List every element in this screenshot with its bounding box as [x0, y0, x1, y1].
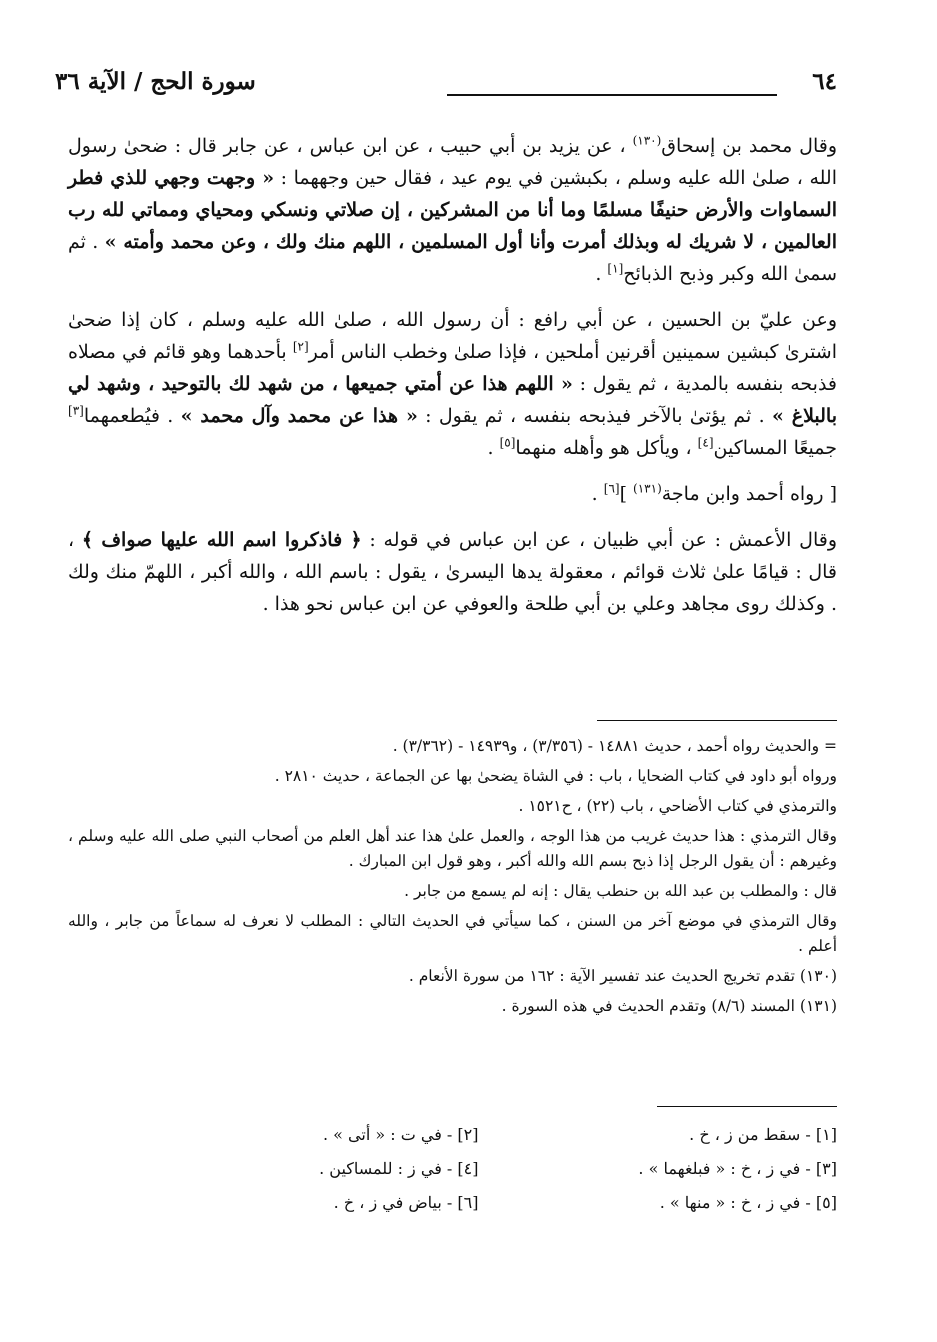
variant-note: [٦] - بياض في ز ، خ .	[333, 1193, 479, 1212]
text-run: .	[487, 437, 500, 459]
text-run: ، ويأكل هو وأهله منهما	[515, 437, 698, 459]
footnote-ref: (١٣٠)	[632, 133, 662, 148]
variant-note: [٥] - في ز ، خ : « منها » .	[659, 1193, 837, 1212]
paragraph-citation	[68, 478, 837, 510]
footnote-130: (١٣٠) تقدم تخريج الحديث عند تفسير الآية : ١٦٢ من سورة الأنعام .	[408, 967, 837, 985]
variant-ref: [٥]	[499, 435, 516, 450]
variant-ref: [١]	[607, 261, 624, 276]
footnote-line: وقال الترمذي في موضع آخر من السنن ، كما سيأتي في الحديث التالي : المطلب لا نعرف له سماعاً من جابر ، والله أعلم .	[68, 912, 838, 955]
footnote-separator	[597, 720, 837, 721]
paragraph-al-amash	[68, 524, 837, 620]
footnote-131: (١٣١) المسند (٨/٦) وتقدم الحديث في هذه السورة .	[501, 997, 837, 1015]
text-run: وقال محمد بن إسحاق	[661, 135, 837, 157]
text-run: . ثم يؤتىٰ بالآخر فيذبحه بنفسه ، ثم يقول :	[417, 405, 772, 427]
text-run: ]	[619, 483, 634, 505]
text-run: . ثم سمىٰ الله وكبر وذبح الذبائح	[68, 231, 837, 285]
hadith-quote: « هذا عن محمد وآل محمد »	[180, 405, 418, 427]
text-run: . فيُطعمهما	[83, 405, 181, 427]
text-run: [ رواه أحمد وابن ماجة	[661, 483, 837, 505]
text-run: .	[595, 263, 608, 285]
footnote-line: ورواه أبو داود في كتاب الضحايا ، باب : في الشاة يضحىٰ بها عن الجماعة ، حديث ٢٨١٠ .	[274, 767, 837, 785]
text-run: .	[591, 483, 604, 505]
text-run: جميعًا المساكين	[713, 437, 837, 459]
variant-note: [٢] - في ت : « أتى » .	[322, 1125, 479, 1144]
running-title: سورة الحج / الآية ٣٦	[55, 68, 256, 95]
text-run: ، قال : قيامًا علىٰ ثلاث قوائم ، معقولة يدها اليسرىٰ ، يقول : باسم الله ، والله أكبر ، اللهمّ منك ولك . وكذلك روى مجاهد وعلي بن أبي طلحة والعوفي عن ابن عباس نحو هذا .	[68, 529, 837, 615]
footnote-line: والترمذي في كتاب الأضاحي ، باب (٢٢) ، ح١٥٢١ .	[518, 797, 837, 815]
header-rule	[447, 94, 777, 96]
quran-quote: ﴿ فاذكروا اسم الله عليها صواف ﴾	[81, 529, 362, 551]
text-run: ، عن يزيد بن أبي حبيب ، عن ابن عباس ، عن جابر قال : ضحىٰ رسول الله ، صلىٰ الله عليه وسلم ، بكبشين في يوم عيد ، فقال حين وجههما :	[68, 135, 837, 189]
footnote-line: قال : والمطلب بن عبد الله بن حنطب يقال : إنه لم يسمع من جابر .	[404, 882, 837, 900]
variant-note: [٣] - في ز ، خ : « فبلغهما » .	[638, 1159, 837, 1178]
footnote-ref: (١٣١)	[633, 481, 662, 496]
paragraph-abu-rafi	[68, 304, 837, 464]
main-text	[68, 130, 837, 620]
hadith-quote: « اللهم هذا عن أمتي جميعها ، من شهد لك بالتوحيد ، وشهد لي بالبلاغ »	[68, 373, 838, 427]
variant-ref: [٣]	[68, 403, 84, 418]
page-number: ٦٤	[812, 68, 837, 95]
page-header	[55, 68, 837, 108]
hadith-quote: « وجهت وجهي للذي فطر السماوات والأرض حنيفًا مسلمًا وما أنا من المشركين ، إن صلاتي ونسكي ومحياي ومماتي لله رب العالمين ، لا شريك له وبذلك أمرت وأنا أول المسلمين ، اللهم منك ولك ، وعن محمد وأمته »	[68, 167, 837, 253]
variant-ref: [٤]	[697, 435, 714, 450]
manuscript-variants	[150, 1122, 837, 1216]
text-run: وقال الأعمش : عن أبي ظبيان ، عن ابن عباس في قوله :	[361, 529, 838, 551]
variant-note: [٤] - في ز : للمساكين .	[319, 1159, 479, 1178]
variant-ref: [٦]	[603, 481, 620, 496]
variants-separator	[657, 1106, 837, 1107]
text-run: بأحدهما وهو قائم في مصلاه فذبحه بنفسه بالمدية ، ثم يقول :	[68, 341, 837, 395]
footnote-line: وقال الترمذي : هذا حديث غريب من هذا الوجه ، والعمل علىٰ هذا عند أهل العلم من أصحاب النبي صلى الله عليه وسلم ، وغيرهم : أن يقول الرجل إذا ذبح بسم الله والله أكبر ، وهو قول ابن المبارك .	[68, 827, 837, 870]
paragraph-ibn-ishaq	[68, 130, 837, 290]
variant-ref: [٢]	[292, 339, 309, 354]
footnote-line: = والحديث رواه أحمد ، حديث ١٤٨٨١ - (٣/٣٥٦) ، و١٤٩٣٩ - (٣/٣٦٢) .	[392, 737, 837, 755]
text-run: وعن عليّ بن الحسين ، عن أبي رافع : أن رسول الله ، صلىٰ الله عليه وسلم ، كان إذا ضحىٰ اشترىٰ كبشين سمينين أقرنين أملحين ، فإذا صلىٰ وخطب الناس أمر	[68, 309, 838, 363]
footnotes	[68, 734, 837, 1024]
variant-note: [١] - سقط من ز ، خ .	[689, 1125, 837, 1144]
